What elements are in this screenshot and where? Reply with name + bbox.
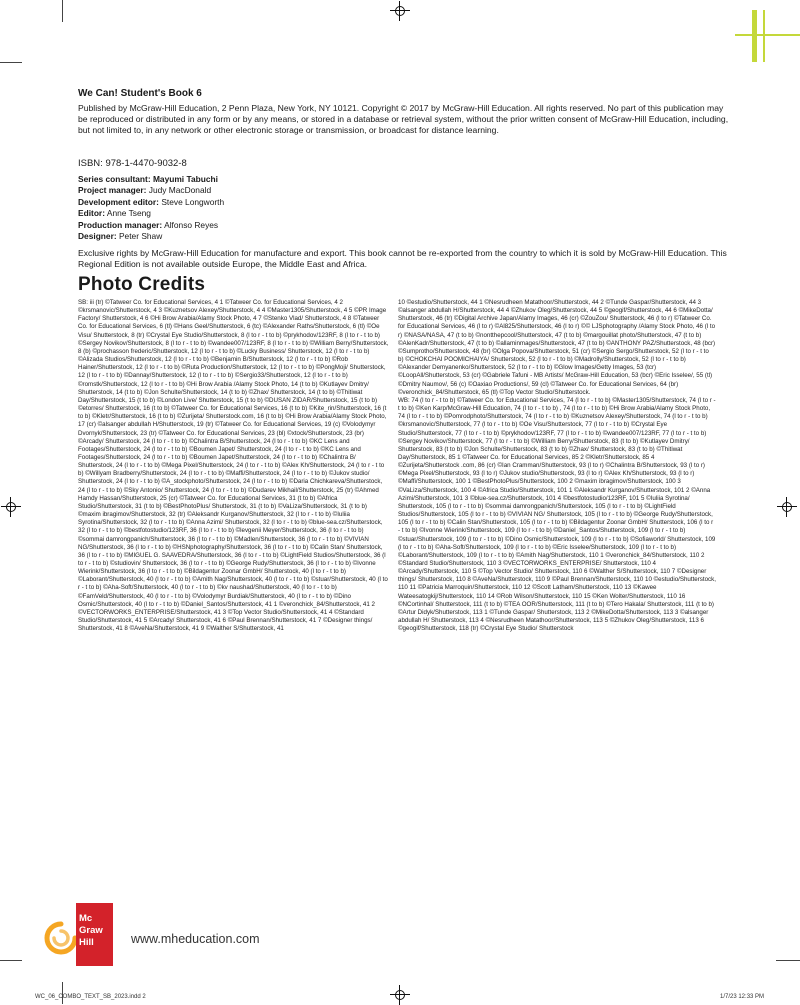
logo-text: Hill [79, 937, 94, 948]
print-slug-right: 1/7/23 12:33 PM [720, 994, 765, 1000]
staff-row [78, 220, 224, 231]
corner-decoration [752, 10, 757, 62]
staff-list [78, 174, 224, 242]
credits-column-left: SB: iii (tr) ©Tatweer Co. for Educational Services, 4 1 ©Tatweer Co. for Educational Services, 4 2 ©krsmanovic/Shutterstock, 4 3 ©Kuznetsov Alexey/Shutterstock, 4 4 ©Master1305/Shutterstock, 4 5 ©PR Image Factory/ Shutterstock, 4 6 ©Hi Brow Arabia/Alamy Stock Photo, 4 7 ©Stenko Vlad/ Shutterstock, 4 8 ©Tatweer Co. for Educational Services, 6 (tl) ©Hans Geel/Shutterstock, 6 (tc) ©Alexander Raths/Shutterstock, 6 (tl) ©Oe Visu/ Shutterstock, 8 (tr) ©Crystal Eye Studio/Shutterstock, 8 (l to r - t to b) ©prykhodov/123RF, 8 (l to r - t to b) ©Sergey Novikov/Shutterstock, 8 (l to r - t to b) ©wandee007/123RF, 8 (l to r - t to b) ©William Berry/Shutterstock, 8 (b) ©prochasson frederic/Shutterstock, 12 (l to r - t to b) ©Lucky Business/ Shutterstock, 12 (l to r - t to b) ©Alizada Studios/Shutterstock, 12 (l to r - t to b) ©Benjamin B/Shutterstock, 12 (l to r - t to b) ©Rob Hainer/Shutterstock, 12 (l to r - t to b) ©Ruta Production/Shutterstock, 12 (l to r - t to b) ©PongMoji/ Shutterstock, 12 (l to r - t to b) ©Dannay/Shutterstock, 12 (l to r - t to b) ©Sergio33/Shutterstock, 12 (l to r - t to b) ©romstk/Shutterstock, 12 (l to r - t to b) ©Hi Brow Arabia /Alamy Stock Photo, 14 (t to b) ©Kutlayev Dmitry/ Shutterstock, 14 (t to b) ©Jon Schulte/Shutterstock, 14 (t to b) ©Zhax/ Shutterstock, 14 (t to b) ©Thitiwat Day/Shutterstock, 15 (t to b) ©London Live/ Shutterstock, 15 (t to b) ©DUSAN ZIDAR/Shutterstock, 15 (t to b) ©etorres/ Shutterstock, 16 (t to b) ©Tatweer Co. for Educational Services, 16 (t to b) ©Kite_rin/Shutterstock, 16 (t to b) ©Kletr/Shutterstock, 16 (t to b) ©Zurijeta/ Shutterstock.com, 16 (t to b) ©Hi Brow Arabia/Alamy Stock Photo, 17 (cr) ©alsanger abdullah H/Shutterstock, 19 (tr) ©Tatweer Co. for Educational Services, 19 (c) ©Volodymyr Dvornyk/Shutterstock, 23 (tr) ©Tatweer Co. for Educational Services, 23 (bl) ©xtock/Shutterstock, 23 (br) ©Arcady/ Shutterstock, 24 (l to r - t to b) ©Chalintra B/Shutterstock, 24 (l to r - t to b) ©KC Lens and Footages/Shutterstock, 24 (l to r - t to b) ©Boumen Japet/ Shutterstock, 24 (l to r - t to b) ©KC Lens and Footages/Shutterstock, 24 (l to r - t to b) ©Boumen Japet/Shutterstock, 24 (l to r - t to b) ©Chalintra B/ Shutterstock, 24 (l to r - t to b) ©Mega Pixel/Shutterstock, 24 (l to r - t to b) ©Alex Kh/Shutterstock, 24 (l to r - t to b) ©Willyam Bradberry/Shutterstock, 24 (l to r - t to b) ©Maffi/Shutterstock, 24 (l to r - t to b) ©Jukov studio/ Shutterstock, 24 (l to r - t to b) ©A_stockphoto/Shutterstock, 24 (l to r - t to b) ©Daria Chichkareva/Shutterstock, 24 (l to r - t to b) ©Sky Antonio/ Shutterstock, 24 (l to r - t to b) ©Dudarev Mikhail/Shutterstock, 25 (tr) ©Ahmed Hamdy Hassan/Shutterstock, 25 (cr) ©Tatweer Co. for Educational Services, 31 (t to b) ©Africa Studio/Shutterstock, 31 (t to b) ©BestPhotoPlus/ Shutterstock, 31 (t to b) ©VaLiza/Shutterstock, 31 (t to b) ©maxim ibragimov/Shutterstock, 32 (tr) ©Aleksandr Kurganov/Shutterstock, 32 (l to r - t to b) ©Iuliia Syrotina/Shutterstock, 32 (l to r - t to b) ©Anna Azimi/ Shutterstock, 32 (l to r - t to b) ©blue-sea.cz/Shutterstock, 32 (l to r - t to b) ©bestfotostudio/123RF, 36 (l to r - t to b) ©levgenii Meyer/Shutterstock, 36 (l to r - t to b) ©sommai damrongpanich/Shutterstock, 36 (l to r - t to b) ©Madlen/Shutterstock, 36 (l to r - t to b) ©VIVIAN NG/Shutterstock, 36 (l to r - t to b) ©HSNphotography/Shutterstock, 36 (l to r - t to b) ©Calin Stan/ Shutterstock, 36 (l to r - t to b) ©MIGUEL G. SAAVEDRA/Shutterstock, 36 (l to r - t to b) ©LightField Studios/Shutterstock, 36 (l to r - t to b) ©studiovin/ Shutterstock, 36 (l to r - t to b) ©George Rudy/Shutterstock, 36 (l to r - t to b) ©Ivonne Wierink/Shutterstock, 36 (l to r - t to b) ©Bildagentur Zoonar GmbH/ Shutterstock, 40 (l to r - t to b) ©Laborant/Shutterstock, 40 (l to r - t to b) ©Amith Nag/Shutterstock, 40 (l to r - t to b) ©stuar/Shutterstock, 40 (l to r - t to b) ©Aha-Soft/Shutterstock, 40 (l to r - t to b) ©kv naushad/Shutterstock, 40 (l to r - t to b) ©FamVeld/Shutterstock, 40 (l to r - t to b) ©Volodymyr Burdiak/Shutterstock, 40 (l to r - t to b) ©Dino Osmic/Shutterstock, 40 (l to r - t to b) ©Daniel_Santos/Shutterstock, 41 1 ©veronchick_84/Shutterstock, 41 2 ©VECTORWORKS_ENTERPRISE/Shutterstock, 41 3 ©Top Vector Studio/Shutterstock, 41 4 ©Standard Studio/Shutterstock, 41 5 ©Arcady/ Shutterstock, 41 6 ©Paul Brennan/Shutterstock, 41 7 ©Designer things/ Shutterstock, 41 8 ©AveNa/Shutterstock, 41 9 ©Walther S/Shutterstock, 41 [78, 299, 389, 633]
corner-decoration [735, 34, 800, 36]
staff-value: Judy MacDonald [148, 185, 212, 196]
crop-mark [62, 0, 63, 22]
exclusive-rights-notice: Exclusive rights by McGraw-Hill Education for manufacture and export. This book cannot be re-exported from the country to which it is sold by McGraw-Hill Education. This Regional Edition is not available outside Europe, the Middle East and Africa. [78, 248, 727, 270]
staff-value: Alfonso Reyes [164, 219, 219, 230]
logo-text: Mc [79, 913, 93, 924]
registration-mark-top [393, 4, 407, 18]
staff-value: Mayumi Tabuchi [152, 174, 218, 184]
swirl-icon [43, 920, 79, 956]
staff-value: Peter Shaw [118, 231, 163, 242]
staff-row [78, 174, 224, 185]
crop-mark [0, 960, 22, 961]
crop-mark [776, 960, 800, 961]
staff-label: Production manager: [78, 219, 163, 230]
isbn: ISBN: 978-1-4470-9032-8 [78, 158, 187, 169]
staff-value: Anne Tseng [106, 208, 151, 219]
corner-decoration [763, 10, 765, 62]
photo-credits-heading: Photo Credits [78, 274, 206, 295]
staff-row [78, 197, 224, 208]
website-link[interactable]: www.mheducation.com [131, 932, 260, 946]
staff-value: Steve Longworth [161, 196, 225, 207]
registration-mark-bottom [393, 988, 407, 1002]
publisher-notice: Published by McGraw-Hill Education, 2 Penn Plaza, New York, NY 10121. Copyright © 2017 by McGraw-Hill Education. All rights reserved. No part of this publication may be reproduced or distributed in any form or by any means, or stored in a database or retrieval system, without the prior written consent of McGraw-Hill Education, including, but not limited to, in any network or other electronic storage or transmission, or broadcast for distance learning. [78, 103, 729, 136]
print-slug-left: WC_06_COMBO_TEXT_SB_2023.indd 2 [35, 994, 146, 1000]
staff-label: Development editor: [78, 196, 159, 207]
publisher-logo [76, 903, 113, 966]
staff-row [78, 231, 224, 242]
crop-mark [0, 62, 22, 63]
staff-label: Designer: [78, 231, 117, 242]
staff-row [78, 208, 224, 219]
registration-mark-left [4, 500, 18, 514]
crop-mark [62, 982, 63, 1004]
credits-column-right: 10 ©estudio/Shutterstock, 44 1 ©Nesrudheen Matathoor/Shutterstock, 44 2 ©Tunde Gaspar/Shutterstock, 44 3 ©alsanger abdullah H/Shutterstock, 44 4 ©Zhukov Oleg/Shutterstock, 44 5 ©geogif/Shutterstock, 44 6 ©MikeDotta/ Shutterstock, 46 (tr) ©Digital Archive Japan/Alamy Images, 46 (cr) ©ZouZou/ Shutterstock, 46 (l to r) ©Tatweer Co. for Educational Services, 46 (l to r) ©Al825/Shutterstock, 46 (l to r) ©© LJSphotography /Alamy Stock Photo, 46 (l to r) ©NASA/NASA, 47 (t to b) ©nontthepcool/Shutterstock, 47 (t to b) ©margouillat photo/Shutterstock, 47 (t to b) ©AlenKadr/Shutterstock, 47 (t to b) ©allaminmages/Shutterstock, 47 (t to b) ©ANTHONY PAZ/Shutterstock, 48 (bcr) ©Sumprotho/Shutterstock, 48 (br) ©Olga Popova/Shutterstock, 51 (cr) ©Sergio Sergo/Shutterstock, 52 (l to r - t to b) ©CHOKCHAI POOMICHAIYA/ Shutterstock, 52 (l to r - t to b) ©Madrolly/Shutterstock, 52 (l to r - t to b) ©Alexander Demyanenko/Shutterstock, 52 (l to r - t to b) ©Glow Images/Getty Images, 53 (tcr) ©LoopAll/Shutterstock, 53 (cr) ©Gabriele Tafuni - MB Artists/ McGraw-Hill Education, 53 (bcr) ©Eric Isselee/, 55 (tl) ©Dmitry Naumov/, 56 (c) ©Oaxiao Productions/, 59 (cl) ©Tatweer Co. for Educational Services, 64 (br) ©veronchick_84/Shutterstock, 65 (tl) ©Top Vector Studio/Shutterstock. WB: 74 (l to r - t to b) ©Tatweer Co. for Educational Services, 74 (l to r - t to b) ©Master1305/Shutterstock, 74 (l to r - t to b) ©Ken Karp/McGraw-Hill Education, 74 (l to r - t to b) , 74 (l to r - t to b) ©Hi Brow Arabia/Alamy Stock Photo, 74 (l to r - t to b) ©Pomrodphoto/Shutterstock, 74 (l to r - t to b) ©Kuznetsov Alexey/Shutterstock, 74 (l to r - t to b) ©krsmanovic/Shutterstock, 77 (l to r - t to b) ©Oe Visu/Shutterstock, 77 (l to r - t to b) ©Crystal Eye Studio/Shutterstock, 77 (l to r - t to b) ©prykhodov/123RF, 77 (l to r - t to b) ©wandee007/123RF, 77 (l to r - t to b) ©Sergey Novikov/Shutterstock, 77 (l to r - t to b) ©William Berry/Shutterstock, 83 (t to b) ©Kutlayev Dmitry/ Shutterstock, 83 (t to b) ©Jon Schulte/Shutterstock, 83 (t to b) ©Zhax/ Shutterstock, 83 (t to b) ©Thitiwat Day/Shutterstock, 85 1 ©Tatweer Co. for Educational Services, 85 2 ©Kletr/Shutterstock, 85 4 ©Zurijeta/Shutterstock .com, 86 (cr) ©Ian Cramman/Shutterstock, 93 (l to r) ©Chalintra B/Shutterstock, 93 (l to r) ©Mega Pixel/Shutterstock, 93 (l to r) ©Jukov studio/Shutterstock, 93 (l to r) ©Alex Kh/Shutterstock, 93 (l to r) ©Maffi/Shutterstock, 100 1 ©BestPhotoPlus/Shutterstock, 100 2 ©maxim ibragimov/Shutterstock, 100 3 ©VaLiza/Shutterstock, 100 4 ©Africa Studio/Shutterstock, 101 1 ©Aleksandr Kurganov/Shutterstock, 101 2 ©Anna Azimi/Shutterstock, 101 3 ©blue-sea.cz/Shutterstock, 101 4 ©bestfotostudio/123RF, 101 5 ©Iuliia Syrotina/ Shutterstock, 105 (l to r - t to b) ©sommai damrongpanich/Shutterstock, 105 (l to r - t to b) ©LightField Studios/Shutterstock, 105 (l to r - t to b) ©VIVIAN NG/ Shutterstock, 105 (l to r - t to b) ©George Rudy/Shutterstock, 105 (l to r - t to b) ©Calin Stan/Shutterstock, 105 (l to r - t to b) ©Bildagentur Zoonar GmbH/ Shutterstock, 106 (l to r - t to b) ©Ivonne Wierink/Shutterstock, 109 (l to r - t to b) ©Daniel_Santos/Shutterstock, 109 (l to r - t to b) ©stuar/Shutterstock, 109 (l to r - t to b) ©Dino Osmic/Shutterstock, 109 (l to r - t to b) ©Sofiaworld/ Shutterstock, 109 (l to r - t to b) ©Aha-Soft/Shutterstock, 109 (l to r - t to b) ©Eric Isselee/Shutterstock, 109 (l to r - t to b) ©Laborant/Shutterstock, 109 (l to r - t to b) ©Amith Nag/Shutterstock, 110 1 ©veronchick_84/Shutterstock, 110 2 ©Standard Studio/Shutterstock, 110 3 ©VECTORWORKS_ENTERPRISE/ Shutterstock, 110 4 ©Arcady/Shutterstock, 110 5 ©Top Vector Studio/ Shutterstock, 110 6 ©Walther S/Shutterstock, 110 7 ©Designer things/ Shutterstock, 110 8 ©AveNa/Shutterstock, 110 9 ©Paul Brennan/Shutterstock, 110 10 ©estudio/Shutterstock, 110 11 ©Patricia Marroquin/Shutterstock, 110 12 ©Scott Latham/Shutterstock, 110 13 ©Kawee Wateesatogkij/Shutterstock, 110 14 ©Rob Wilson/Shutterstock, 110 15 ©Ken Wolter/Shutterstock, 110 16 ©NCortinhal/ Shutterstock, 111 (t to b) ©TEA OOR/Shutterstock, 111 (t to b) ©Tero Hakala/ Shutterstock, 111 (t to b) ©Artur Didyk/Shutterstock, 113 1 ©Tunde Gaspar/ Shutterstock, 113 2 ©MikeDotta/Shutterstock, 113 3 ©alsanger abdullah H/ Shutterstock, 113 4 ©Nesrudheen Matathoor/Shutterstock, 113 5 ©Zhukov Oleg/Shutterstock, 113 6 ©geogif/Shutterstock, 118 (tr) ©Crystal Eye Studio/ Shutterstock [398, 299, 716, 633]
staff-label: Editor: [78, 208, 105, 219]
book-title: We Can! Student's Book 6 [78, 88, 202, 99]
staff-label: Series consultant: [78, 174, 151, 184]
logo-text: Graw [79, 925, 103, 936]
registration-mark-right [780, 500, 794, 514]
staff-row [78, 185, 224, 196]
staff-label: Project manager: [78, 185, 147, 196]
